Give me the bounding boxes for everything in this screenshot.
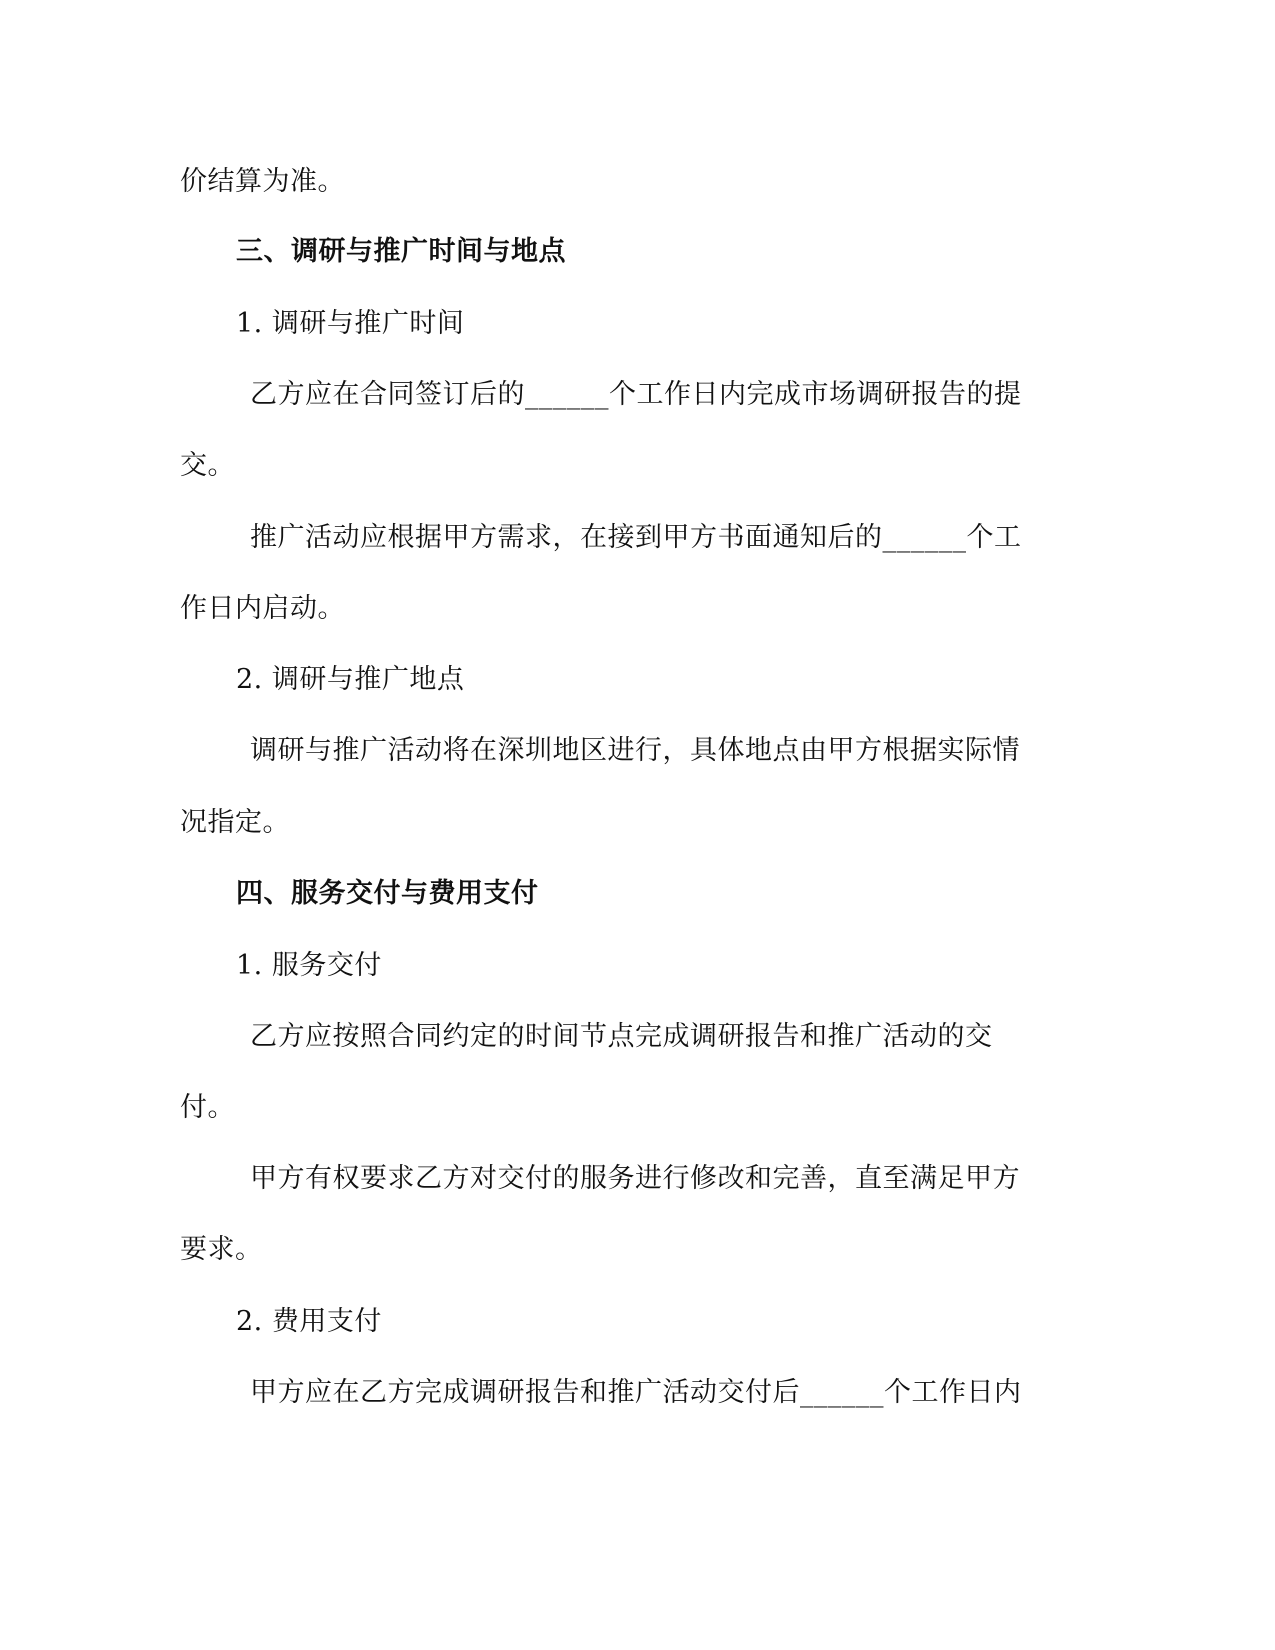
- paragraph-line: 调研与推广活动将在深圳地区进行，具体地点由甲方根据实际情: [250, 735, 1020, 766]
- subsection-title-4-2: 2. 费用支付: [236, 1306, 382, 1337]
- paragraph-line: 作日内启动。: [180, 593, 345, 624]
- subsection-title-4-1: 1. 服务交付: [236, 950, 382, 981]
- paragraph-line: 乙方应按照合同约定的时间节点完成调研报告和推广活动的交: [250, 1021, 993, 1052]
- paragraph-line: 况指定。: [180, 807, 290, 838]
- paragraph-line: 交。: [180, 450, 235, 481]
- subsection-title-3-1: 1. 调研与推广时间: [236, 308, 465, 339]
- paragraph-line: 付。: [180, 1092, 235, 1123]
- section-heading-3: 三、调研与推广时间与地点: [236, 236, 566, 267]
- paragraph-line: 甲方应在乙方完成调研报告和推广活动交付后______个工作日内: [250, 1377, 1022, 1408]
- continuation-line: 价结算为准。: [180, 166, 345, 197]
- subsection-title-3-2: 2. 调研与推广地点: [236, 664, 465, 695]
- paragraph-line: 乙方应在合同签订后的______个工作日内完成市场调研报告的提: [250, 379, 1022, 410]
- paragraph-line: 推广活动应根据甲方需求，在接到甲方书面通知后的______个工: [250, 522, 1022, 553]
- section-heading-4: 四、服务交付与费用支付: [236, 878, 539, 909]
- paragraph-line: 甲方有权要求乙方对交付的服务进行修改和完善，直至满足甲方: [250, 1163, 1020, 1194]
- paragraph-line: 要求。: [180, 1234, 263, 1265]
